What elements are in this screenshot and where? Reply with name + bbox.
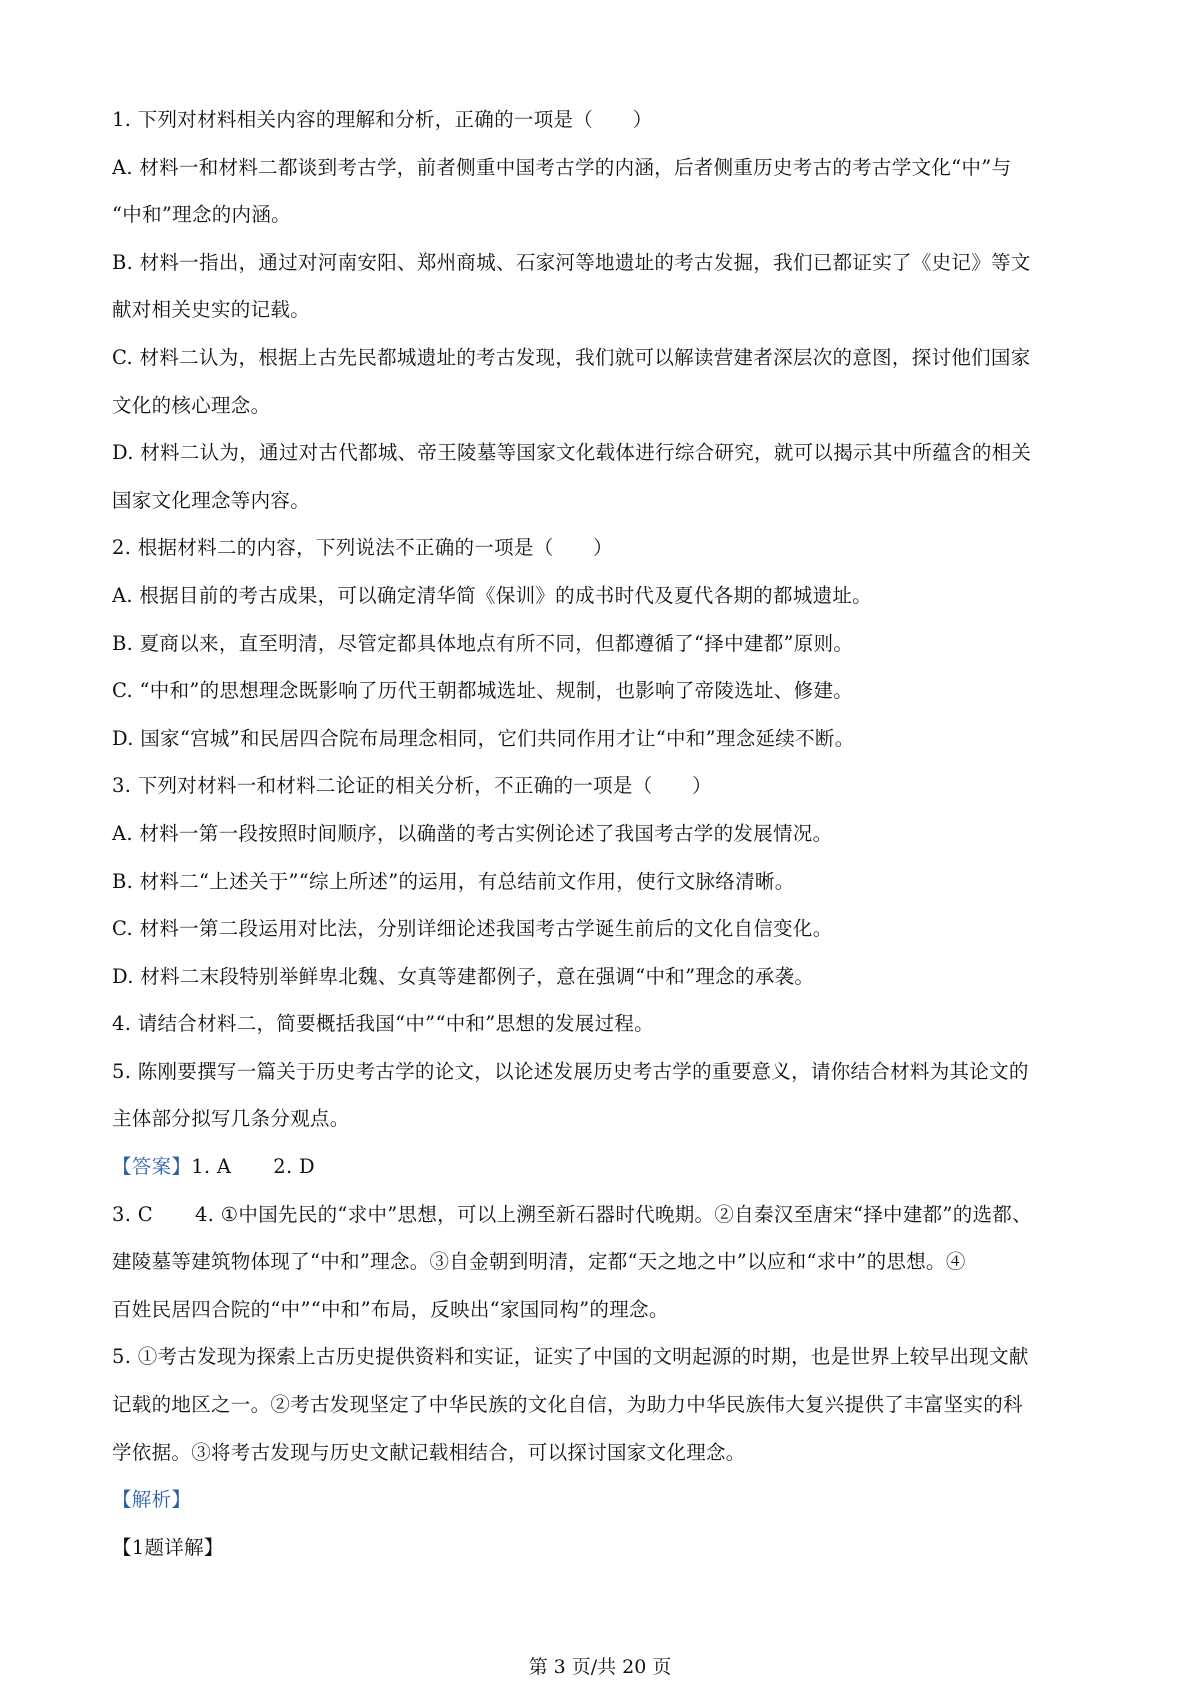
answer-3: 3. C	[112, 1202, 153, 1226]
analysis-subheading: 【1题详解】	[112, 1535, 224, 1559]
question-3-option-d: D. 材料二末段特别举鲜卑北魏、女真等建都例子，意在强调“中和”理念的承袭。	[112, 964, 815, 988]
question-2-option-b: B. 夏商以来，直至明清，尽管定都具体地点有所不同，但都遵循了“择中建都”原则。	[112, 631, 854, 655]
question-2-option-c: C. “中和”的思想理念既影响了历代王朝都城选址、规制，也影响了帝陵选址、修建。	[112, 679, 854, 703]
answer-4-line-2: 建陵墓等建筑物体现了“中和”理念。③自金朝到明清，定都“天之地之中”以应和“求中”的思想。④	[112, 1250, 966, 1274]
answer-3-4	[112, 1191, 1092, 1334]
question-1-option-d: D. 材料二认为，通过对古代都城、帝王陵墓等国家文化载体进行综合研究，就可以揭示其中所蕴含的相关 国家文化理念等内容。	[112, 441, 1032, 512]
question-1-option-a: A. 材料一和材料二都谈到考古学，前者侧重中国考古学的内涵，后者侧重历史考古的考古学文化“中”与 “中和”理念的内涵。	[112, 155, 1012, 227]
question-2-stem: 2. 根据材料二的内容，下列说法不正确的一项是（ ）	[112, 536, 613, 560]
answer-4-line-3: 百姓民居四合院的“中”“中和”布局，反映出“家国同构”的理念。	[112, 1297, 669, 1321]
question-3-option-a: A. 材料一第一段按照时间顺序，以确凿的考古实例论述了我国考古学的发展情况。	[112, 821, 833, 845]
question-2-option-a: A. 根据目前的考古成果，可以确定清华简《保训》的成书时代及夏代各期的都城遗址。	[112, 583, 872, 607]
question-5-stem: 5. 陈刚要撰写一篇关于历史考古学的论文，以论述发展历史考古学的重要意义，请你结合材料为其论文的 主体部分拟写几条分观点。	[112, 1059, 1029, 1131]
answer-5: 5. ①考古发现为探索上古历史提供资料和实证，证实了中国的文明起源的时期，也是世界上较早出现文献 记载的地区之一。②考古发现坚定了中华民族的文化自信，为助力中华民族伟大复兴提供了丰富坚实的科 学依据。③将考古发现与历史文献记载相结合，可以探讨国家文化理念。	[112, 1345, 1029, 1464]
question-3-stem: 3. 下列对材料一和材料二论证的相关分析，不正确的一项是（ ）	[112, 774, 712, 798]
question-1-option-c: C. 材料二认为，根据上古先民都城遗址的考古发现，我们就可以解读营建者深层次的意图，探讨他们国家 文化的核心理念。	[112, 345, 1031, 417]
question-3-option-c: C. 材料一第二段运用对比法，分别详细论述我国考古学诞生前后的文化自信变化。	[112, 917, 833, 941]
analysis-heading: 【解析】	[112, 1488, 192, 1512]
question-2-option-d: D. 国家“宫城”和民居四合院布局理念相同，它们共同作用才让“中和”理念延续不断。	[112, 726, 855, 750]
answer-4-line-1: 4. ①中国先民的“求中”思想，可以上溯至新石器时代晚期。②自秦汉至唐宋“择中建都”的选都、	[194, 1202, 1032, 1226]
answer-line	[112, 1143, 1092, 1191]
question-4-stem: 4. 请结合材料二，简要概括我国“中”“中和”思想的发展过程。	[112, 1012, 654, 1036]
answer-1: 1. A	[191, 1155, 232, 1179]
answer-2: 2. D	[273, 1155, 315, 1179]
question-1-stem: 1. 下列对材料相关内容的理解和分析，正确的一项是（ ）	[112, 108, 653, 131]
page-number: 第 3 页/共 20 页	[528, 1656, 672, 1678]
answer-label: 【答案】	[112, 1155, 192, 1179]
question-3-option-b: B. 材料二“上述关于”“综上所述”的运用，有总结前文作用，使行文脉络清晰。	[112, 869, 795, 893]
page-content	[112, 96, 1092, 1571]
question-1-option-b: B. 材料一指出，通过对河南安阳、郑州商城、石家河等地遗址的考古发掘，我们已都证实了《史记》等文 献对相关史实的记载。	[112, 250, 1031, 322]
